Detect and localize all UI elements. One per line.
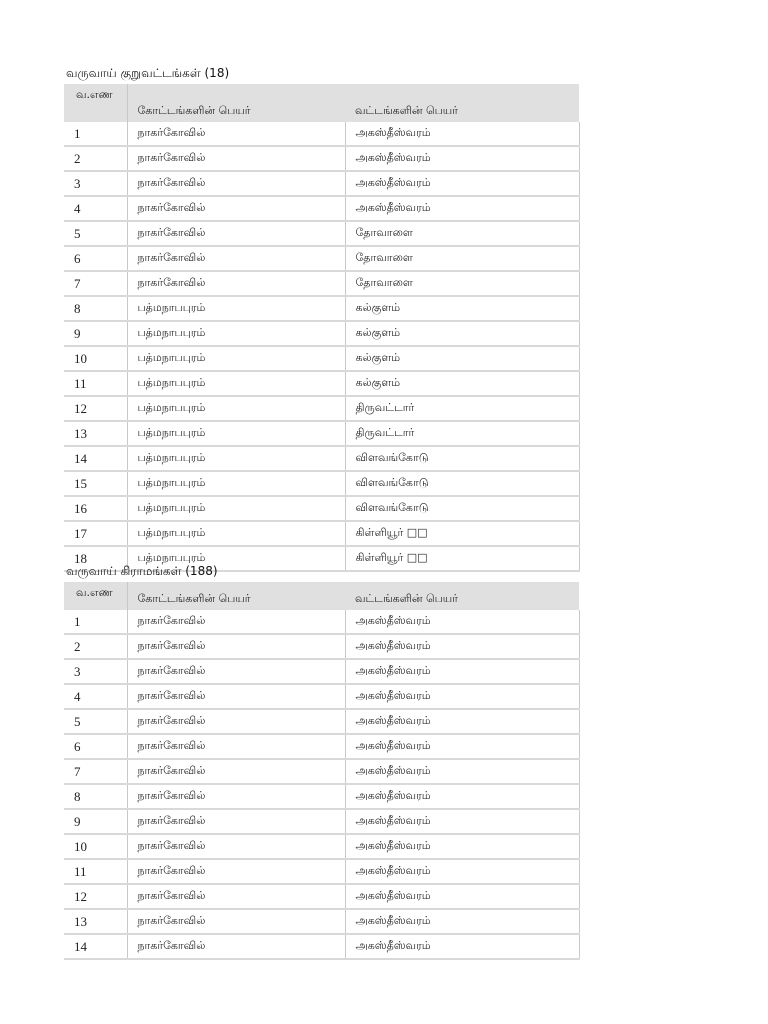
table-row [64, 884, 579, 909]
cell-division-name: நாகர்கோவில் [127, 884, 345, 909]
table-row [64, 610, 579, 634]
cell-taluk-name: அகஸ்தீஸ்வரம் [345, 196, 579, 221]
table-row [64, 296, 579, 321]
table-row [64, 784, 579, 809]
cell-serial-number: 1 [64, 610, 127, 634]
cell-serial-number: 5 [64, 221, 127, 246]
cell-taluk-name: அகஸ்தீஸ்வரம் [345, 610, 579, 634]
cell-taluk-name: விளவங்கோடு [345, 496, 579, 521]
cell-taluk-name: அகஸ்தீஸ்வரம் [345, 784, 579, 809]
cell-division-name: பத்மநாபபுரம் [127, 446, 345, 471]
cell-serial-number: 12 [64, 884, 127, 909]
table-row [64, 521, 579, 546]
cell-division-name: நாகர்கோவில் [127, 271, 345, 296]
table-row [64, 346, 579, 371]
cell-taluk-name: திருவட்டார் [345, 396, 579, 421]
table-row [64, 934, 579, 959]
cell-taluk-name: அகஸ்தீஸ்வரம் [345, 171, 579, 196]
cell-division-name: நாகர்கோவில் [127, 196, 345, 221]
cell-division-name: நாகர்கோவில் [127, 809, 345, 834]
table-row [64, 659, 579, 684]
cell-division-name: நாகர்கோவில் [127, 610, 345, 634]
cell-division-name: பத்மநாபபுரம் [127, 296, 345, 321]
cell-division-name: நாகர்கோவில் [127, 634, 345, 659]
cell-serial-number: 2 [64, 146, 127, 171]
cell-taluk-name: அகஸ்தீஸ்வரம் [345, 709, 579, 734]
cell-serial-number: 3 [64, 171, 127, 196]
cell-taluk-name: விளவங்கோடு [345, 471, 579, 496]
cell-division-name: பத்மநாபபுரம் [127, 546, 345, 571]
table-row [64, 146, 579, 171]
cell-serial-number: 10 [64, 346, 127, 371]
cell-serial-number: 16 [64, 496, 127, 521]
cell-taluk-name: அகஸ்தீஸ்வரம் [345, 934, 579, 959]
cell-serial-number: 11 [64, 371, 127, 396]
cell-taluk-name: திருவட்டார் [345, 421, 579, 446]
cell-taluk-name: கல்குளம் [345, 371, 579, 396]
cell-division-name: நாகர்கோவில் [127, 709, 345, 734]
table-row [64, 709, 579, 734]
table-row [64, 271, 579, 296]
table-row [64, 321, 579, 346]
cell-taluk-name: விளவங்கோடு [345, 446, 579, 471]
cell-serial-number: 14 [64, 934, 127, 959]
cell-taluk-name: அகஸ்தீஸ்வரம் [345, 859, 579, 884]
cell-division-name: பத்மநாபபுரம் [127, 321, 345, 346]
table-row [64, 809, 579, 834]
header-serial-number: வ.எண [64, 84, 127, 122]
cell-taluk-name: அகஸ்தீஸ்வரம் [345, 884, 579, 909]
cell-division-name: பத்மநாபபுரம் [127, 371, 345, 396]
header-division-name: கோட்டங்களின் பெயர் [127, 582, 345, 610]
cell-division-name: நாகர்கோவில் [127, 246, 345, 271]
cell-serial-number: 17 [64, 521, 127, 546]
cell-serial-number: 6 [64, 734, 127, 759]
cell-division-name: நாகர்கோவில் [127, 171, 345, 196]
cell-serial-number: 13 [64, 421, 127, 446]
cell-division-name: நாகர்கோவில் [127, 684, 345, 709]
cell-taluk-name: கிள்ளியூர் □□ [345, 546, 579, 571]
table-row [64, 396, 579, 421]
cell-serial-number: 8 [64, 784, 127, 809]
cell-serial-number: 9 [64, 809, 127, 834]
cell-serial-number: 4 [64, 196, 127, 221]
table-row [64, 834, 579, 859]
table-row [64, 471, 579, 496]
table-row [64, 909, 579, 934]
cell-serial-number: 15 [64, 471, 127, 496]
cell-division-name: பத்மநாபபுரம் [127, 496, 345, 521]
cell-division-name: பத்மநாபபுரம் [127, 521, 345, 546]
table-row [64, 221, 579, 246]
cell-taluk-name: கல்குளம் [345, 321, 579, 346]
cell-taluk-name: அகஸ்தீஸ்வரம் [345, 659, 579, 684]
cell-division-name: நாகர்கோவில் [127, 221, 345, 246]
cell-serial-number: 2 [64, 634, 127, 659]
cell-serial-number: 8 [64, 296, 127, 321]
cell-taluk-name: அகஸ்தீஸ்வரம் [345, 909, 579, 934]
cell-serial-number: 3 [64, 659, 127, 684]
table-row [64, 122, 579, 146]
cell-division-name: நாகர்கோவில் [127, 834, 345, 859]
cell-taluk-name: அகஸ்தீஸ்வரம் [345, 684, 579, 709]
cell-taluk-name: அகஸ்தீஸ்வரம் [345, 122, 579, 146]
table-header-row [64, 582, 579, 610]
table-row [64, 734, 579, 759]
cell-taluk-name: அகஸ்தீஸ்வரம் [345, 146, 579, 171]
cell-serial-number: 5 [64, 709, 127, 734]
table-header-row [64, 84, 579, 122]
cell-division-name: நாகர்கோவில் [127, 784, 345, 809]
cell-serial-number: 4 [64, 684, 127, 709]
cell-taluk-name: தோவாளை [345, 246, 579, 271]
table-row [64, 634, 579, 659]
cell-serial-number: 7 [64, 271, 127, 296]
cell-division-name: நாகர்கோவில் [127, 122, 345, 146]
cell-serial-number: 12 [64, 396, 127, 421]
revenue-firkas-table [64, 84, 580, 572]
cell-serial-number: 7 [64, 759, 127, 784]
cell-serial-number: 18 [64, 546, 127, 571]
table-row [64, 246, 579, 271]
revenue-villages-table [64, 582, 580, 960]
cell-taluk-name: தோவாளை [345, 221, 579, 246]
cell-division-name: நாகர்கோவில் [127, 146, 345, 171]
table-row [64, 759, 579, 784]
cell-taluk-name: அகஸ்தீஸ்வரம் [345, 759, 579, 784]
cell-serial-number: 13 [64, 909, 127, 934]
cell-taluk-name: தோவாளை [345, 271, 579, 296]
cell-division-name: நாகர்கோவில் [127, 859, 345, 884]
table-row [64, 196, 579, 221]
cell-serial-number: 1 [64, 122, 127, 146]
cell-division-name: நாகர்கோவில் [127, 934, 345, 959]
section-title-revenue-villages: வருவாய் கிராமங்கள் (188) [66, 564, 218, 578]
table-row [64, 421, 579, 446]
header-taluk-name: வட்டங்களின் பெயர் [345, 582, 579, 610]
table-row [64, 859, 579, 884]
table-row [64, 171, 579, 196]
cell-serial-number: 11 [64, 859, 127, 884]
table-row [64, 371, 579, 396]
cell-taluk-name: அகஸ்தீஸ்வரம் [345, 809, 579, 834]
cell-taluk-name: அகஸ்தீஸ்வரம் [345, 734, 579, 759]
cell-taluk-name: கல்குளம் [345, 346, 579, 371]
table-row [64, 446, 579, 471]
header-division-name: கோட்டங்களின் பெயர் [127, 84, 345, 122]
cell-serial-number: 14 [64, 446, 127, 471]
section-title-revenue-firkas: வருவாய் குறுவட்டங்கள் (18) [66, 66, 230, 80]
cell-division-name: நாகர்கோவில் [127, 734, 345, 759]
cell-serial-number: 10 [64, 834, 127, 859]
cell-division-name: நாகர்கோவில் [127, 759, 345, 784]
cell-division-name: நாகர்கோவில் [127, 909, 345, 934]
header-taluk-name: வட்டங்களின் பெயர் [345, 84, 579, 122]
cell-serial-number: 9 [64, 321, 127, 346]
cell-taluk-name: அகஸ்தீஸ்வரம் [345, 634, 579, 659]
table-row [64, 496, 579, 521]
cell-taluk-name: கிள்ளியூர் □□ [345, 521, 579, 546]
cell-division-name: நாகர்கோவில் [127, 659, 345, 684]
cell-division-name: பத்மநாபபுரம் [127, 421, 345, 446]
cell-serial-number: 6 [64, 246, 127, 271]
cell-taluk-name: அகஸ்தீஸ்வரம் [345, 834, 579, 859]
cell-division-name: பத்மநாபபுரம் [127, 396, 345, 421]
cell-division-name: பத்மநாபபுரம் [127, 346, 345, 371]
header-serial-number: வ.எண [64, 582, 127, 610]
table-row [64, 684, 579, 709]
cell-taluk-name: கல்குளம் [345, 296, 579, 321]
cell-division-name: பத்மநாபபுரம் [127, 471, 345, 496]
